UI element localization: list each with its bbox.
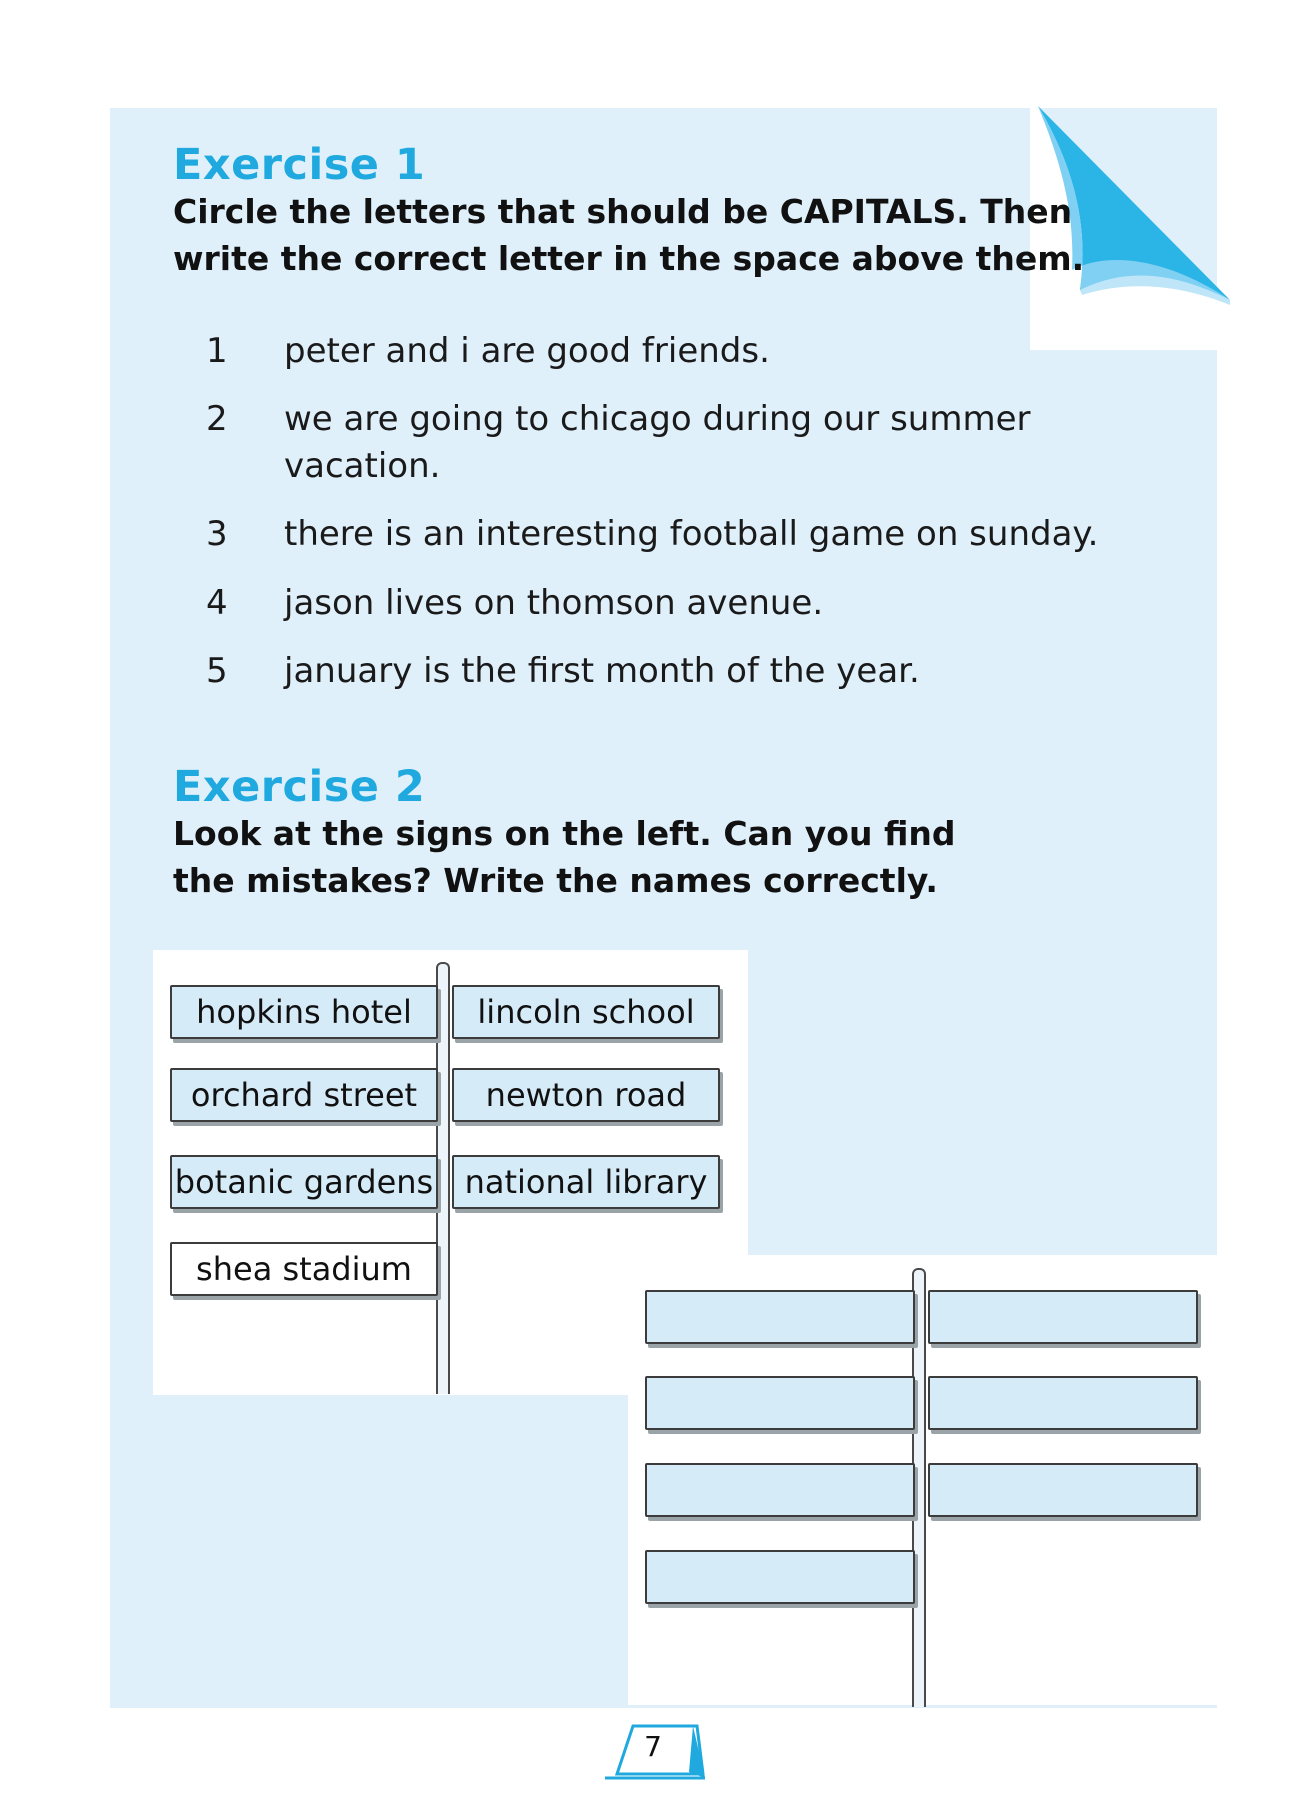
exercise-1-instruction: Circle the letters that should be CAPITALS. Then write the correct letter in the space above them. (173, 192, 1085, 278)
item-sentence: there is an interesting football game on sunday. (284, 514, 1099, 554)
list-item (200, 396, 1120, 490)
sign-orchard-street: orchard street (170, 1068, 438, 1122)
list-item (200, 328, 1120, 375)
page-number-badge (605, 1722, 705, 1782)
item-sentence: january is the first month of the year. (284, 651, 920, 691)
item-number: 5 (206, 651, 228, 691)
item-number: 4 (206, 583, 228, 623)
answer-sign-blank[interactable] (645, 1290, 915, 1344)
item-number: 2 (206, 399, 228, 439)
list-item (200, 511, 1120, 558)
exercise-2-instruction: Look at the signs on the left. Can you find the mistakes? Write the names correctly. (173, 814, 956, 900)
answer-sign-blank[interactable] (645, 1376, 915, 1430)
answer-sign-blank[interactable] (645, 1550, 915, 1604)
sign-hopkins-hotel: hopkins hotel (170, 985, 438, 1039)
item-sentence: peter and i are good friends. (284, 331, 770, 371)
sign-newton-road: newton road (452, 1068, 720, 1122)
answer-sign-blank[interactable] (928, 1290, 1198, 1344)
answer-sign-blank[interactable] (928, 1376, 1198, 1430)
item-number: 1 (206, 331, 228, 371)
exercise-2-title: Exercise 2 (173, 762, 426, 812)
sign-lincoln-school: lincoln school (452, 985, 720, 1039)
exercise-1-title: Exercise 1 (173, 140, 426, 190)
item-sentence: jason lives on thomson avenue. (284, 583, 824, 623)
answer-sign-blank[interactable] (645, 1463, 915, 1517)
item-sentence: we are going to chicago during our summer vacation. (284, 399, 1031, 486)
sign-national-library: national library (452, 1155, 720, 1209)
list-item (200, 580, 1120, 627)
item-number: 3 (206, 514, 228, 554)
sign-shea-stadium: shea stadium (170, 1242, 438, 1296)
page-number: 7 (644, 1730, 662, 1763)
sign-botanic-gardens: botanic gardens (170, 1155, 438, 1209)
answer-sign-blank[interactable] (928, 1463, 1198, 1517)
list-item (200, 648, 1120, 695)
signpost-pole (436, 962, 450, 1394)
